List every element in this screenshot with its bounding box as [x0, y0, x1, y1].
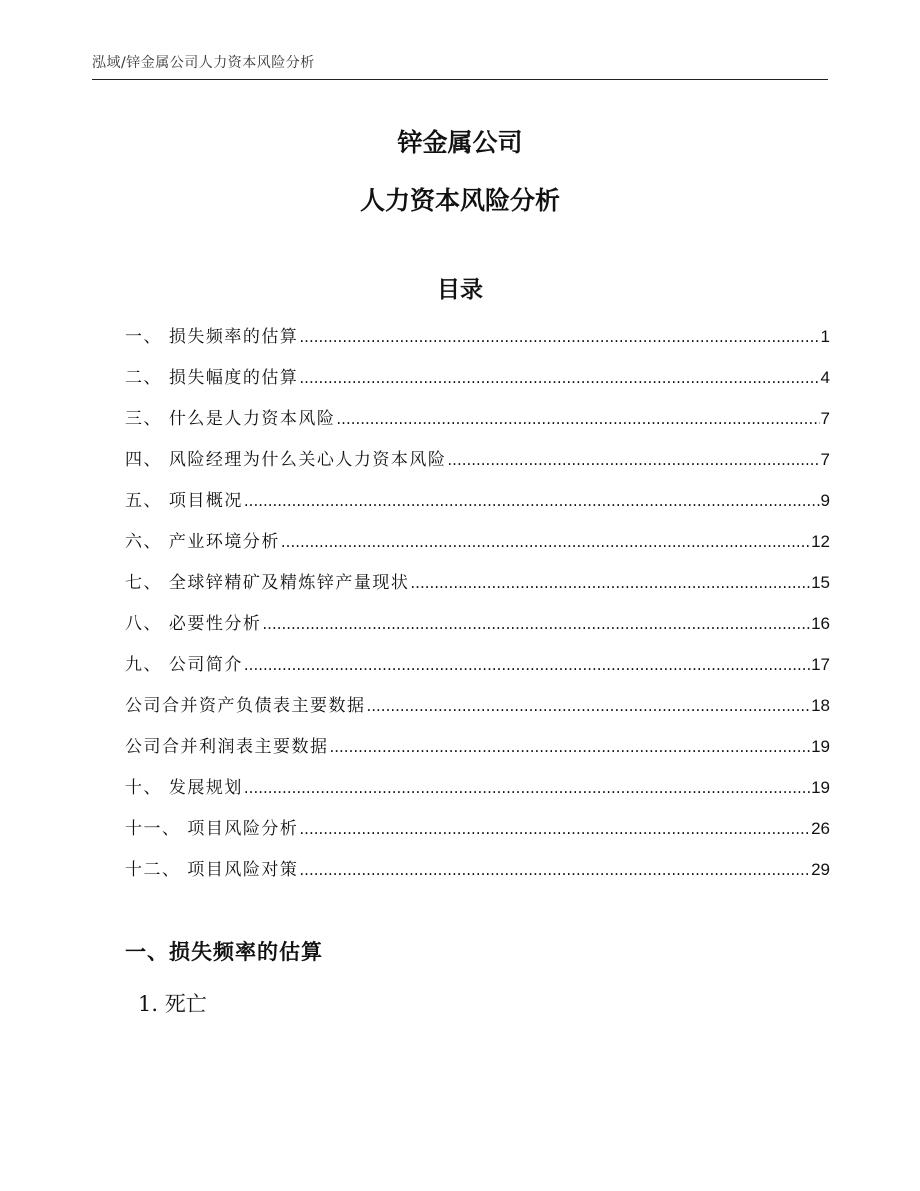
toc-dot-leader: [299, 812, 810, 846]
toc-entry-10[interactable]: [125, 689, 830, 730]
toc-entry-9[interactable]: [125, 648, 830, 689]
toc-dot-leader: [410, 566, 810, 600]
toc-entry-label: 公司合并资产负债表主要数据: [125, 696, 366, 716]
toc-dot-leader: [447, 443, 819, 477]
toc-entry-page: 7: [820, 409, 830, 428]
toc-entry-page: 18: [811, 696, 830, 715]
toc-entry-3[interactable]: [125, 402, 830, 443]
toc-entry-label: 五、 项目概况: [125, 491, 243, 511]
toc-entry-page: 16: [811, 614, 830, 633]
toc-dot-leader: [299, 361, 819, 395]
toc-entry-14[interactable]: [125, 853, 830, 894]
header-divider: [92, 79, 828, 80]
toc-entry-page: 12: [811, 532, 830, 551]
toc-dot-leader: [336, 402, 819, 436]
toc-entry-page: 15: [811, 573, 830, 592]
toc-entry-page: 9: [820, 491, 830, 510]
toc-entry-page: 26: [811, 819, 830, 838]
toc-entry-label: 十、 发展规划: [125, 778, 243, 798]
toc-entry-label: 三、 什么是人力资本风险: [125, 409, 336, 429]
table-of-contents: [125, 320, 830, 894]
toc-entry-label: 十二、 项目风险对策: [125, 860, 299, 880]
toc-entry-label: 九、 公司简介: [125, 655, 243, 675]
toc-entry-1[interactable]: [125, 320, 830, 361]
toc-entry-label: 八、 必要性分析: [125, 614, 262, 634]
toc-entry-label: 十一、 项目风险分析: [125, 819, 299, 839]
toc-entry-7[interactable]: [125, 566, 830, 607]
toc-entry-label: 二、 损失幅度的估算: [125, 368, 299, 388]
toc-dot-leader: [367, 689, 811, 723]
section-heading: 一、损失频率的估算: [125, 940, 323, 964]
toc-entry-label: 公司合并利润表主要数据: [125, 737, 329, 757]
document-title-subject: 人力资本风险分析: [359, 186, 560, 215]
toc-entry-page: 19: [811, 737, 830, 756]
sub-heading: 1. 死亡: [138, 992, 207, 1016]
toc-entry-page: 29: [811, 860, 830, 879]
toc-entry-label: 一、 损失频率的估算: [125, 327, 299, 347]
toc-entry-2[interactable]: [125, 361, 830, 402]
toc-entry-label: 七、 全球锌精矿及精炼锌产量现状: [125, 573, 410, 593]
toc-dot-leader: [244, 484, 820, 518]
toc-dot-leader: [262, 607, 810, 641]
toc-entry-page: 7: [820, 450, 830, 469]
toc-entry-page: 1: [820, 327, 830, 346]
toc-entry-label: 四、 风险经理为什么关心人力资本风险: [125, 450, 447, 470]
toc-entry-page: 4: [820, 368, 830, 387]
toc-entry-12[interactable]: [125, 771, 830, 812]
toc-dot-leader: [299, 320, 819, 354]
toc-entry-13[interactable]: [125, 812, 830, 853]
toc-heading: 目录: [437, 277, 483, 303]
toc-dot-leader: [244, 648, 810, 682]
toc-dot-leader: [281, 525, 810, 559]
toc-dot-leader: [299, 853, 810, 887]
toc-dot-leader: [330, 730, 811, 764]
toc-entry-label: 六、 产业环境分析: [125, 532, 280, 552]
toc-entry-6[interactable]: [125, 525, 830, 566]
toc-entry-5[interactable]: [125, 484, 830, 525]
toc-dot-leader: [244, 771, 810, 805]
toc-entry-11[interactable]: [125, 730, 830, 771]
toc-entry-page: 17: [811, 655, 830, 674]
toc-entry-8[interactable]: [125, 607, 830, 648]
document-title-company: 锌金属公司: [397, 128, 523, 157]
running-header: 泓域/锌金属公司人力资本风险分析: [92, 55, 315, 71]
toc-entry-4[interactable]: [125, 443, 830, 484]
toc-entry-page: 19: [811, 778, 830, 797]
